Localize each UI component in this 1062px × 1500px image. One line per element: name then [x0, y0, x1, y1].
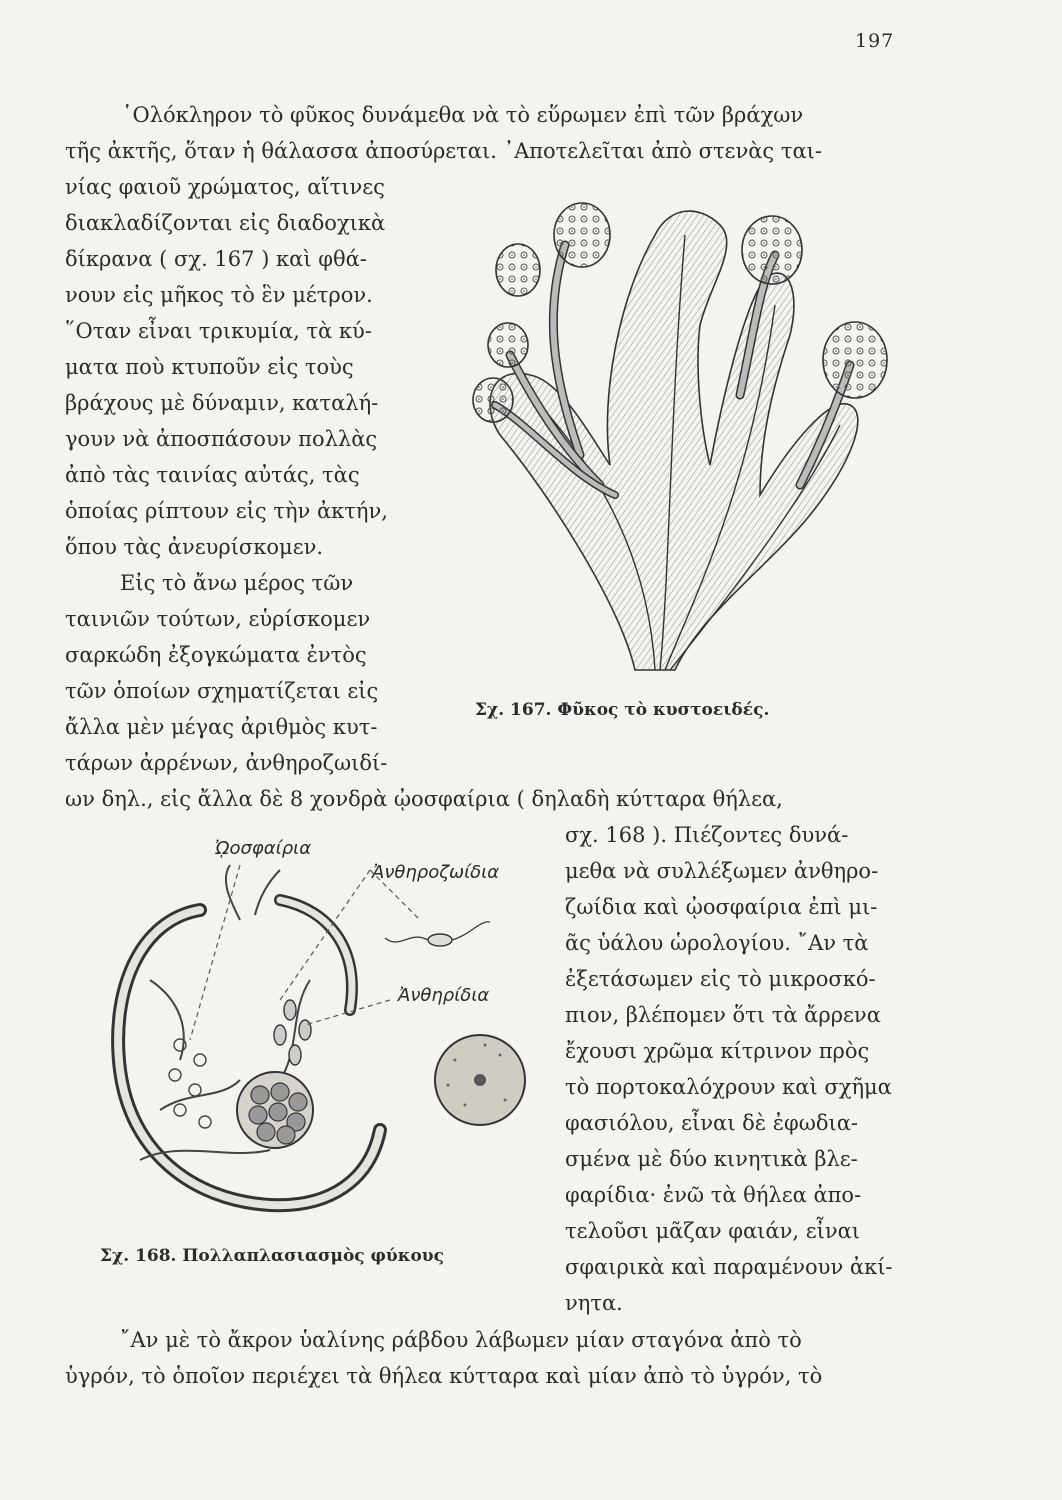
text-line-26: πιον, βλέπομεν ὅτι τὰ ἄρρενα — [565, 1003, 881, 1027]
receptacle-1 — [554, 203, 610, 267]
text-line-7: ῞Οταν εἶναι τρικυμία, τὰ κύ- — [65, 319, 372, 343]
text-line-10: γουν νὰ ἀποσπάσουν πολλὰς — [65, 427, 378, 451]
text-line-15: ταινιῶν τούτων, εὑρίσκομεν — [65, 607, 371, 631]
text-line-20: ων δηλ., εἰς ἄλλα δὲ 8 χονδρὰ ᾠοσφαίρια ( δηλαδὴ κύτταρα θήλεα, — [65, 787, 783, 811]
text-line-36: ὑγρόν, τὸ ὁποῖον περιέχει τὰ θήλεα κύτταρα καὶ μίαν ἀπὸ τὸ ὑγρόν, τὸ — [65, 1364, 823, 1388]
text-line-5: δίκρανα ( σχ. 167 ) καὶ φθά- — [65, 247, 367, 271]
oosphere-nucleus — [474, 1074, 486, 1086]
page-number: 197 — [855, 30, 895, 52]
receptacle-2 — [496, 244, 540, 296]
text-line-16: σαρκώδη ἐξογκώματα ἐντὸς — [65, 643, 367, 667]
text-line-11: ἀπὸ τὰς ταινίας αὐτάς, τὰς — [65, 463, 360, 487]
text-line-14: Εἰς τὸ ἄνω μέρος τῶν — [120, 571, 354, 595]
antheridia — [274, 1000, 311, 1065]
text-line-22: μεθα νὰ συλλέξωμεν ἀνθηρο- — [565, 859, 879, 883]
figure-168-label-oospheres: ᾨοσφαίρια — [215, 838, 312, 859]
label-leader-lines — [190, 865, 420, 1040]
figure-168-label-antheridia: Ἀνθηρίδια — [398, 985, 490, 1006]
text-line-17: τῶν ὁποίων σχηματίζεται εἰς — [65, 679, 379, 703]
oospheres — [169, 1039, 211, 1128]
text-line-1: ῾Ολόκληρον τὸ φῦκος δυνάμεθα νὰ τὸ εὕρωμεν ἐπὶ τῶν βράχων — [122, 103, 804, 127]
figure-167-caption: Σχ. 167. Φῦκος τὸ κυστοειδές. — [475, 700, 770, 720]
antherozoid — [428, 934, 452, 946]
text-line-3: νίας φαιοῦ χρώματος, αἵτινες — [65, 175, 385, 199]
figure-168-reproduction-diagram — [80, 860, 550, 1240]
text-line-9: βράχους μὲ δύναμιν, καταλή- — [65, 391, 379, 415]
text-line-30: σμένα μὲ δύο κινητικὰ βλε- — [565, 1147, 858, 1171]
text-line-18: ἄλλα μὲν μέγας ἀριθμὸς κυτ- — [65, 715, 378, 739]
figure-168-caption: Σχ. 168. Πολλαπλασιασμὸς φύκους — [100, 1246, 444, 1266]
receptacle-6 — [823, 322, 887, 398]
text-line-24: ᾶς ὑάλου ὡρολογίου. ῎Αν τὰ — [565, 931, 869, 955]
text-line-25: ἐξετάσωμεν εἰς τὸ μικροσκό- — [565, 967, 876, 991]
text-line-4: διακλαδίζονται εἰς διαδοχικὰ — [65, 211, 386, 235]
figure-168-label-antherozoids: Ἀνθηροζωίδια — [372, 862, 500, 883]
receptacle-5 — [742, 216, 802, 284]
text-line-29: φασιόλου, εἶναι δὲ ἐφωδια- — [565, 1111, 858, 1135]
text-line-33: σφαιρικὰ καὶ παραμένουν ἀκί- — [565, 1255, 893, 1279]
text-line-27: ἔχουσι χρῶμα κίτρινον πρὸς — [565, 1039, 870, 1063]
text-line-28: τὸ πορτοκαλόχρουν καὶ σχῆμα — [565, 1075, 892, 1099]
text-line-8: ματα ποὺ κτυποῦν εἰς τοὺς — [65, 355, 354, 379]
text-line-6: νουν εἰς μῆκος τὸ ἓν μέτρον. — [65, 283, 373, 307]
figure-167-seaweed-illustration — [470, 165, 890, 680]
text-line-2: τῆς ἀκτῆς, ὅταν ἡ θάλασσα ἀποσύρεται. ᾿Αποτελεῖται ἀπὸ στενὰς ται- — [65, 139, 822, 163]
receptacle-3 — [488, 323, 528, 367]
text-line-12: ὁποίας ρίπτουν εἰς τὴν ἀκτήν, — [65, 499, 388, 523]
text-line-21: σχ. 168 ). Πιέζοντες δυνά- — [565, 823, 849, 847]
text-line-31: φαρίδια· ἐνῶ τὰ θήλεα ἀπο- — [565, 1183, 862, 1207]
receptacle-4 — [473, 378, 513, 422]
text-line-19: τάρων ἀρρένων, ἀνθηροζωιδί- — [65, 751, 388, 775]
text-line-13: ὅπου τὰς ἀνευρίσκομεν. — [65, 535, 324, 559]
text-line-34: νητα. — [565, 1291, 623, 1315]
text-line-35: ῎Αν μὲ τὸ ἄκρον ὑαλίνης ράβδου λάβωμεν μίαν σταγόνα ἀπὸ τὸ — [120, 1328, 802, 1352]
text-line-23: ζωίδια καὶ ᾠοσφαίρια ἐπὶ μι- — [565, 895, 878, 919]
text-line-32: τελοῦσι μᾶζαν φαιάν, εἶναι — [565, 1219, 861, 1243]
